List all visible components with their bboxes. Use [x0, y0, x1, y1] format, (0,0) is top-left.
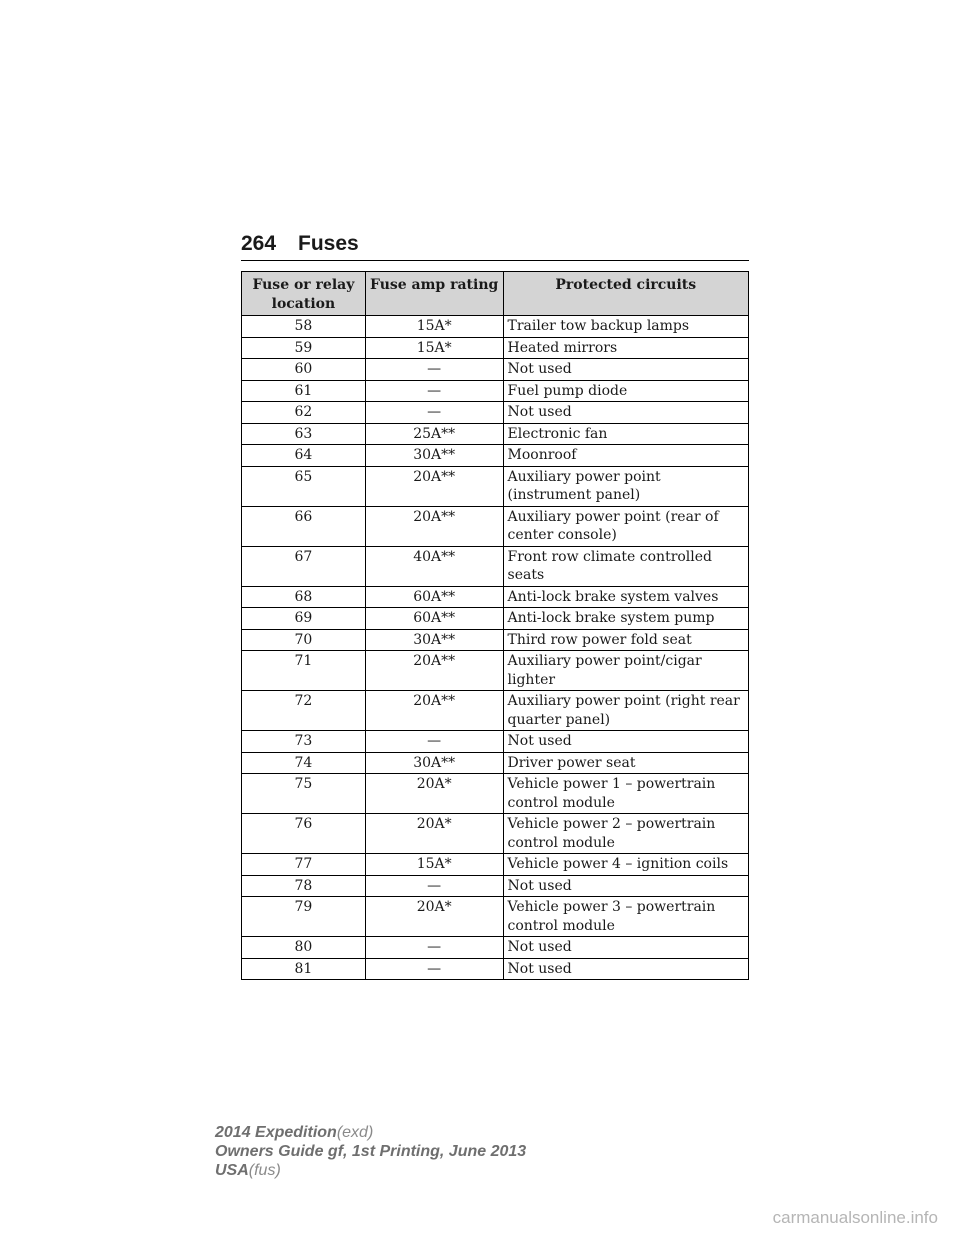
fuse-location-cell: 77 — [242, 854, 366, 876]
protected-circuit-cell: Not used — [503, 875, 748, 897]
fuse-location-cell: 63 — [242, 423, 366, 445]
column-header-amp-rating: Fuse amp rating — [365, 272, 503, 316]
table-row — [242, 316, 749, 338]
table-row — [242, 506, 749, 546]
fuse-amp-cell: 15A* — [365, 854, 503, 876]
fuse-amp-cell: 20A** — [365, 506, 503, 546]
protected-circuit-cell: Auxiliary power point (instrument panel) — [503, 466, 748, 506]
fuse-amp-cell: 20A** — [365, 651, 503, 691]
table-row — [242, 774, 749, 814]
fuse-location-cell: 67 — [242, 546, 366, 586]
fuse-location-cell: 73 — [242, 731, 366, 753]
protected-circuit-cell: Vehicle power 3 – powertrain control module — [503, 897, 748, 937]
table-row — [242, 651, 749, 691]
fuse-amp-cell: — — [365, 937, 503, 959]
table-row — [242, 359, 749, 381]
protected-circuit-cell: Heated mirrors — [503, 337, 748, 359]
table-row — [242, 814, 749, 854]
table-row — [242, 854, 749, 876]
footer-line-2 — [215, 1142, 526, 1161]
fuse-location-cell: 80 — [242, 937, 366, 959]
table-row — [242, 629, 749, 651]
fuse-amp-cell: 60A** — [365, 608, 503, 630]
fuse-amp-cell: 40A** — [365, 546, 503, 586]
fuse-location-cell: 76 — [242, 814, 366, 854]
fuse-amp-cell: — — [365, 359, 503, 381]
protected-circuit-cell: Auxiliary power point/cigar lighter — [503, 651, 748, 691]
fuse-amp-cell: 60A** — [365, 586, 503, 608]
page-header — [241, 232, 749, 261]
fuse-location-cell: 71 — [242, 651, 366, 691]
fuse-location-cell: 69 — [242, 608, 366, 630]
table-row — [242, 958, 749, 980]
protected-circuit-cell: Fuel pump diode — [503, 380, 748, 402]
protected-circuit-cell: Driver power seat — [503, 752, 748, 774]
footer-line-1 — [215, 1123, 526, 1142]
fuse-location-cell: 72 — [242, 691, 366, 731]
column-header-protected-circuits: Protected circuits — [503, 272, 748, 316]
fuse-amp-cell: 15A* — [365, 337, 503, 359]
fuse-table-body — [242, 316, 749, 980]
protected-circuit-cell: Electronic fan — [503, 423, 748, 445]
table-row — [242, 752, 749, 774]
print-footer — [215, 1123, 526, 1180]
protected-circuit-cell: Anti-lock brake system valves — [503, 586, 748, 608]
protected-circuit-cell: Front row climate controlled seats — [503, 546, 748, 586]
fuse-location-cell: 60 — [242, 359, 366, 381]
fuse-amp-cell: — — [365, 958, 503, 980]
table-row — [242, 423, 749, 445]
fuse-location-cell: 81 — [242, 958, 366, 980]
fuse-amp-cell: — — [365, 402, 503, 424]
protected-circuit-cell: Anti-lock brake system pump — [503, 608, 748, 630]
fuse-location-cell: 64 — [242, 445, 366, 467]
section-title: Fuses — [298, 232, 359, 255]
protected-circuit-cell: Trailer tow backup lamps — [503, 316, 748, 338]
protected-circuit-cell: Not used — [503, 731, 748, 753]
watermark: carmanualsonline.info — [772, 1208, 938, 1227]
fuse-amp-cell: 25A** — [365, 423, 503, 445]
fuse-amp-cell: 20A** — [365, 466, 503, 506]
fuse-location-cell: 66 — [242, 506, 366, 546]
fuse-location-cell: 65 — [242, 466, 366, 506]
fuse-table — [241, 271, 749, 980]
footer-model: 2014 Expedition — [215, 1124, 337, 1141]
fuse-location-cell: 59 — [242, 337, 366, 359]
protected-circuit-cell: Vehicle power 4 – ignition coils — [503, 854, 748, 876]
table-row — [242, 466, 749, 506]
fuse-amp-cell: 20A* — [365, 814, 503, 854]
protected-circuit-cell: Auxiliary power point (rear of center console) — [503, 506, 748, 546]
fuse-amp-cell: 20A* — [365, 897, 503, 937]
protected-circuit-cell: Not used — [503, 402, 748, 424]
page-number: 264 — [241, 232, 277, 255]
fuse-amp-cell: 30A** — [365, 752, 503, 774]
fuse-amp-cell: — — [365, 731, 503, 753]
fuse-location-cell: 79 — [242, 897, 366, 937]
table-row — [242, 691, 749, 731]
fuse-amp-cell: 30A** — [365, 629, 503, 651]
protected-circuit-cell: Auxiliary power point (right rear quarter panel) — [503, 691, 748, 731]
fuse-amp-cell: — — [365, 875, 503, 897]
table-row — [242, 608, 749, 630]
footer-market-code: (fus) — [248, 1162, 281, 1179]
fuse-amp-cell: 20A* — [365, 774, 503, 814]
footer-market: USA — [215, 1162, 249, 1179]
footer-model-code: (exd) — [336, 1124, 374, 1141]
protected-circuit-cell: Vehicle power 1 – powertrain control module — [503, 774, 748, 814]
table-row — [242, 546, 749, 586]
protected-circuit-cell: Not used — [503, 958, 748, 980]
protected-circuit-cell: Not used — [503, 937, 748, 959]
fuse-amp-cell: 30A** — [365, 445, 503, 467]
table-row — [242, 445, 749, 467]
fuse-location-cell: 78 — [242, 875, 366, 897]
table-header-row — [242, 272, 749, 316]
fuse-amp-cell: 15A* — [365, 316, 503, 338]
fuse-location-cell: 68 — [242, 586, 366, 608]
protected-circuit-cell: Vehicle power 2 – powertrain control module — [503, 814, 748, 854]
fuse-amp-cell: 20A** — [365, 691, 503, 731]
fuse-location-cell: 58 — [242, 316, 366, 338]
fuse-location-cell: 74 — [242, 752, 366, 774]
table-row — [242, 731, 749, 753]
table-row — [242, 875, 749, 897]
column-header-location: Fuse or relay location — [242, 272, 366, 316]
protected-circuit-cell: Not used — [503, 359, 748, 381]
fuse-location-cell: 61 — [242, 380, 366, 402]
table-row — [242, 937, 749, 959]
protected-circuit-cell: Moonroof — [503, 445, 748, 467]
footer-printing: Owners Guide gf, 1st Printing, June 2013 — [215, 1143, 527, 1160]
fuse-location-cell: 70 — [242, 629, 366, 651]
table-row — [242, 402, 749, 424]
table-row — [242, 897, 749, 937]
protected-circuit-cell: Third row power fold seat — [503, 629, 748, 651]
fuse-location-cell: 62 — [242, 402, 366, 424]
fuse-amp-cell: — — [365, 380, 503, 402]
table-row — [242, 586, 749, 608]
table-row — [242, 337, 749, 359]
fuse-location-cell: 75 — [242, 774, 366, 814]
footer-line-3 — [215, 1161, 526, 1180]
table-row — [242, 380, 749, 402]
